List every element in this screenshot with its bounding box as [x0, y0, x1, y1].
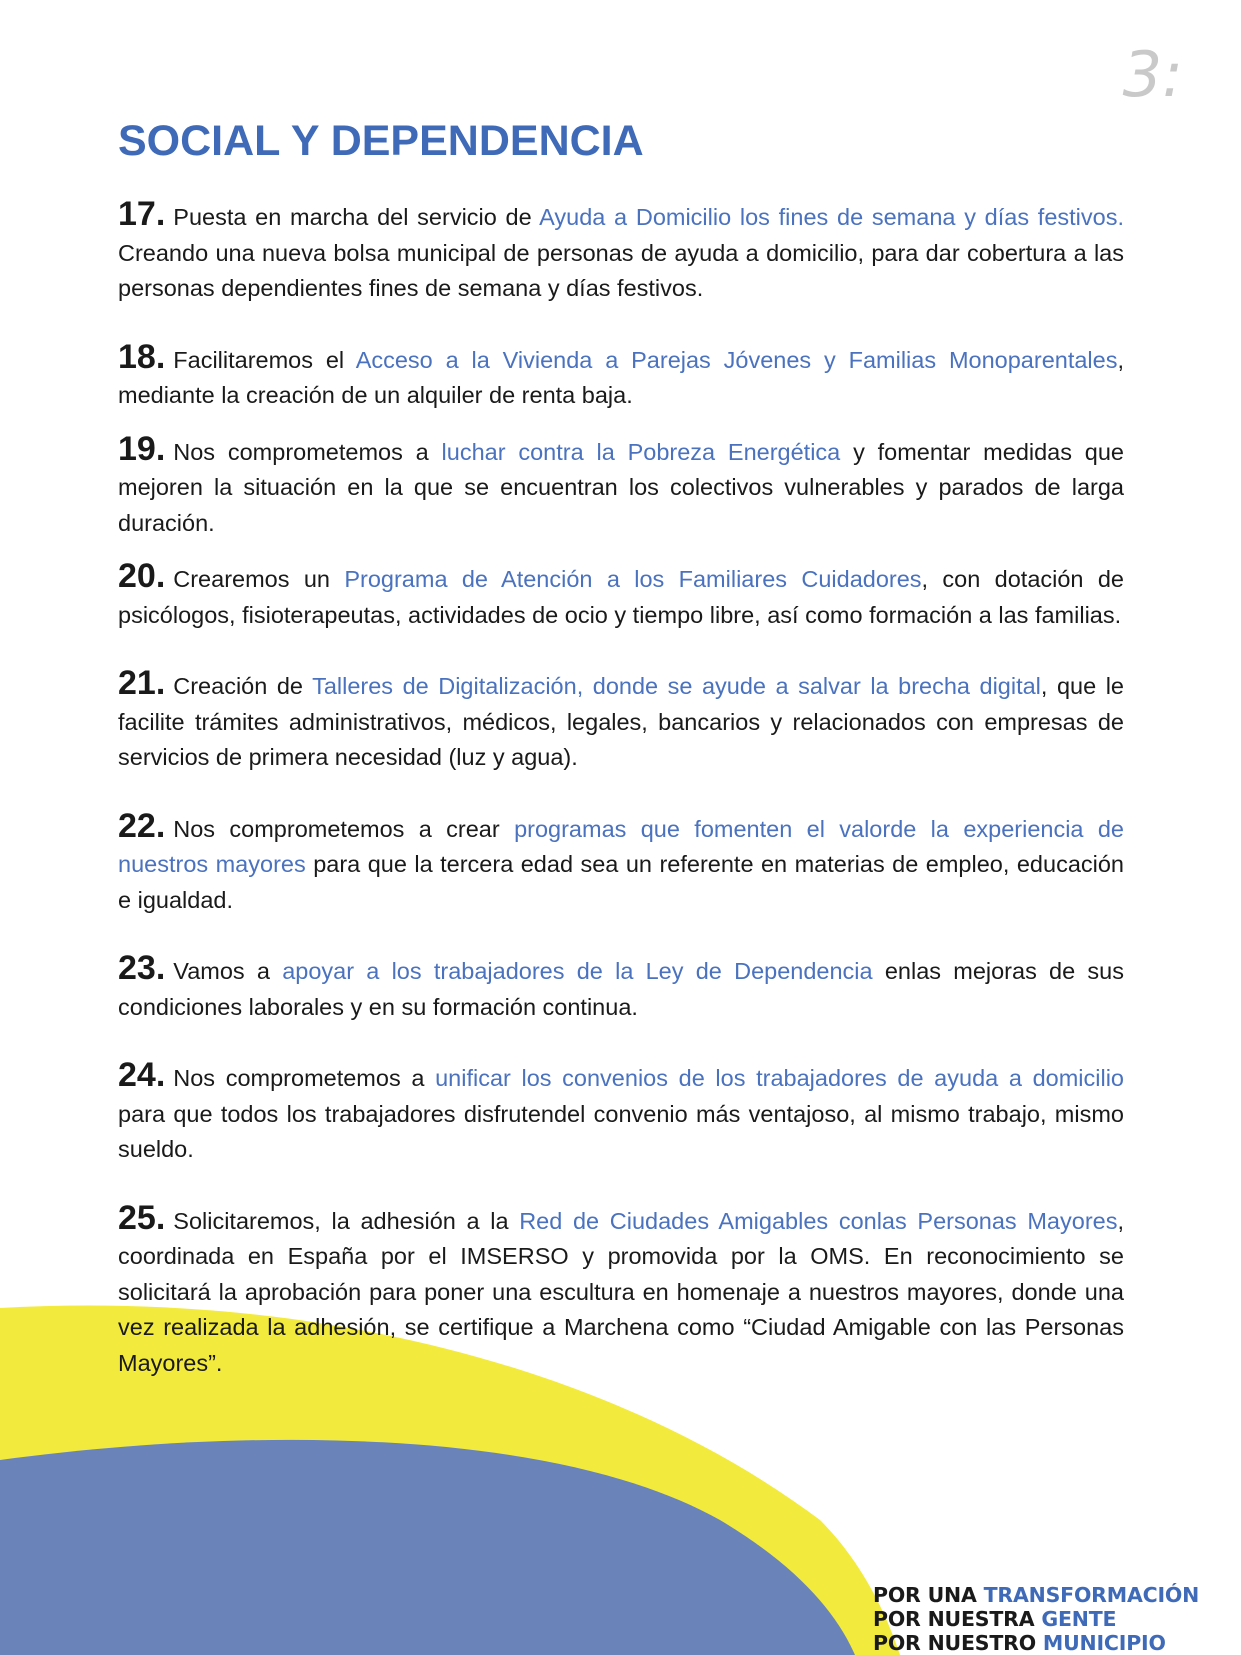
campaign-slogan [873, 1583, 1199, 1655]
slogan-text: POR NUESTRA [873, 1607, 1042, 1631]
item-text-continued: enlas mejoras de sus condiciones laborales y en su formación continua. [118, 958, 1124, 1020]
item-text: Facilitaremos el [173, 346, 356, 373]
slogan-line-2 [873, 1607, 1199, 1631]
slogan-line-1 [873, 1583, 1199, 1607]
item-text-continued: , mediante la creación de un alquiler de renta baja. [118, 346, 1124, 408]
item-text: Crearemos un [173, 566, 345, 592]
item-number: 20. [118, 557, 166, 595]
item-highlight: unificar los convenios de los trabajadores de ayuda a domicilio [435, 1065, 1124, 1091]
item-number: 17. [118, 195, 166, 233]
item-highlight: apoyar a los trabajadores de la Ley de Dependencia [282, 958, 873, 984]
item-text-continued: , con dotación de psicólogos, fisioterapeutas, actividades de ocio y tiempo libre, así como formación a las familias. [118, 566, 1124, 628]
commitment-item-25 [118, 1198, 1124, 1382]
item-highlight: Red de Ciudades Amigables conlas Personas Mayores [519, 1207, 1118, 1234]
item-highlight: Programa de Atención a los Familiares Cuidadores [344, 566, 922, 592]
item-number: 22. [118, 806, 166, 845]
item-text-continued: para que la tercera edad sea un referente en materias de empleo, educación e igualdad. [118, 851, 1124, 913]
item-number: 23. [118, 949, 166, 987]
item-number: 24. [118, 1056, 166, 1094]
commitment-item-21 [118, 666, 1124, 776]
item-number: 18. [118, 337, 166, 376]
section-title: SOCIAL Y DEPENDENCIA [118, 117, 644, 165]
slogan-line-3 [873, 1631, 1199, 1655]
item-text: Nos comprometemos a crear [173, 815, 515, 842]
item-highlight: Ayuda a Domicilio los fines de semana y días festivos. [539, 204, 1124, 230]
slogan-text: POR UNA [873, 1583, 984, 1607]
slogan-accent: TRANSFORMACIÓN [983, 1583, 1200, 1607]
commitment-item-18 [118, 337, 1124, 414]
item-highlight: luchar contra la Pobreza Energética [441, 438, 841, 465]
commitment-item-22 [118, 806, 1124, 919]
slogan-accent: GENTE [1041, 1607, 1117, 1631]
page-number: 3: [1122, 38, 1183, 111]
item-text: Vamos a [173, 958, 283, 984]
item-text: Solicitaremos, la adhesión a la [173, 1207, 520, 1234]
item-text: Puesta en marcha del servicio de [173, 204, 540, 230]
slogan-text: POR NUESTRO [873, 1631, 1043, 1655]
item-text: Nos comprometemos a [173, 1065, 436, 1091]
commitment-item-17 [118, 197, 1124, 307]
commitment-item-19 [118, 429, 1125, 542]
item-text-continued: para que todos los trabajadores disfrutendel convenio más ventajoso, al mismo trabajo, mismo sueldo. [118, 1100, 1124, 1162]
commitments-list [118, 197, 1124, 1381]
commitment-item-24 [118, 1058, 1124, 1168]
item-text-continued: y fomentar medidas que mejoren la situación en la que se encuentran los colectivos vulnerables y parados de larga duración. [118, 438, 1125, 536]
item-text-continued: Creando una nueva bolsa municipal de personas de ayuda a domicilio, para dar cobertura a las personas dependientes fines de semana y días festivos. [118, 239, 1124, 301]
item-text-continued: , coordinada en España por el IMSERSO y promovida por la OMS. En reconocimiento se solicitará la aprobación para poner una escultura en homenaje a nuestros mayores, donde una vez realizada la adhesión, se certifique a Marchena como “Ciudad Amigable con las Personas Mayores”. [118, 1207, 1124, 1376]
item-number: 19. [118, 429, 166, 468]
item-highlight: Acceso a la Vivienda a Parejas Jóvenes y Familias Monoparentales [355, 346, 1118, 373]
commitment-item-20 [118, 559, 1124, 633]
item-number: 25. [118, 1198, 166, 1237]
item-text: Creación de [173, 673, 313, 699]
item-highlight: Talleres de Digitalización, donde se ayude a salvar la brecha digital [312, 673, 1041, 699]
commitment-item-23 [118, 951, 1124, 1025]
item-highlight: programas que fomenten el valorde la experiencia de nuestros mayores [118, 815, 1124, 877]
item-text: Nos comprometemos a [173, 438, 442, 465]
item-text-continued: , que le facilite trámites administrativos, médicos, legales, bancarios y relacionados con empresas de servicios de primera necesidad (luz y agua). [118, 673, 1124, 770]
item-number: 21. [118, 664, 166, 702]
slogan-accent: MUNICIPIO [1042, 1631, 1166, 1655]
